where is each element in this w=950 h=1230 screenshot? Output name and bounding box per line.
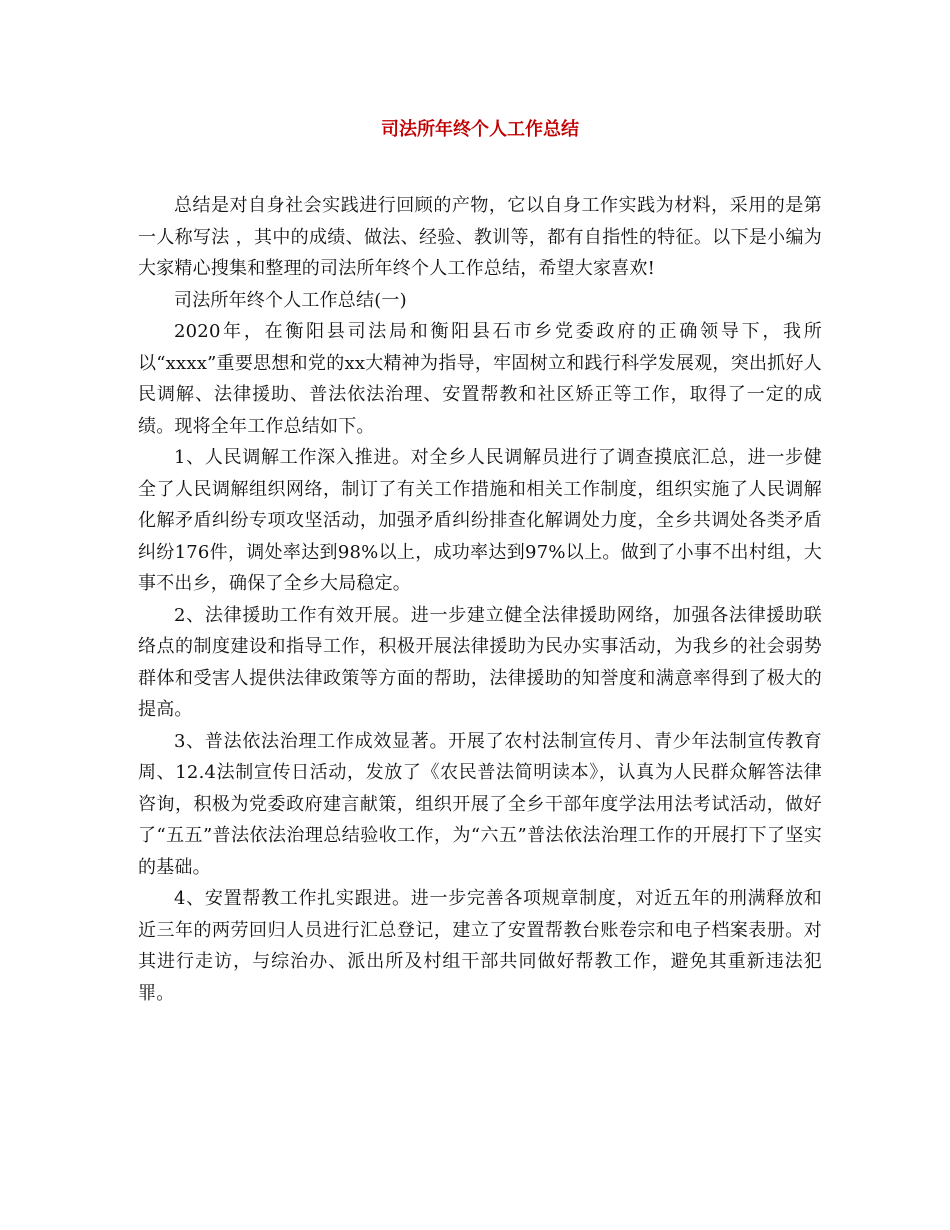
item-law-popularization: 3、普法依法治理工作成效显著。开展了农村法制宣传月、青少年法制宣传教育周、12.4法制宣传日活动，发放了《农民普法简明读本》，认真为人民群众解答法律咨询，积极为党委政府建言献策，组织开展了全乡干部年度学法用法考试活动，做好了“五五”普法依法治理总结验收工作，为“六五”普法依法治理工作的开展打下了坚实的基础。: [138, 730, 822, 878]
section-heading: 司法所年终个人工作总结(一): [174, 289, 407, 311]
overview-paragraph: 2020年，在衡阳县司法局和衡阳县石市乡党委政府的正确领导下，我所以“xxxx”重要思想和党的xx大精神为指导，牢固树立和践行科学发展观，突出抓好人民调解、法律援助、普法依法治理、安置帮教和社区矫正等工作，取得了一定的成绩。现将全年工作总结如下。: [138, 321, 822, 437]
item-people-mediation: 1、人民调解工作深入推进。对全乡人民调解员进行了调查摸底汇总，进一步健全了人民调解组织网络，制订了有关工作措施和相关工作制度，组织实施了人民调解化解矛盾纠纷专项攻坚活动，加强矛盾纠纷排查化解调处力度，全乡共调处各类矛盾纠纷176件，调处率达到98%以上，成功率达到97%以上。做到了小事不出村组，大事不出乡，确保了全乡大局稳定。: [138, 447, 822, 594]
item-resettlement-education: 4、安置帮教工作扎实跟进。进一步完善各项规章制度，对近五年的刑满释放和近三年的两劳回归人员进行汇总登记，建立了安置帮教台账卷宗和电子档案表册。对其进行走访，与综治办、派出所及村组干部共同做好帮教工作，避免其重新违法犯罪。: [138, 888, 822, 1004]
intro-paragraph: 总结是对自身社会实践进行回顾的产物，它以自身工作实践为材料，采用的是第一人称写法 ，其中的成绩、做法、经验、教训等，都有自指性的特征。以下是小编为大家精心搜集和整理的司法所年终个人工作总结，希望大家喜欢!: [138, 195, 822, 279]
item-legal-aid: 2、法律援助工作有效开展。进一步建立健全法律援助网络，加强各法律援助联络点的制度建设和指导工作，积极开展法律援助为民办实事活动，为我乡的社会弱势群体和受害人提供法律政策等方面的帮助，法律援助的知誉度和满意率得到了极大的提高。: [138, 604, 822, 720]
document-page: [138, 118, 822, 1009]
document-title: 司法所年终个人工作总结: [381, 119, 579, 140]
